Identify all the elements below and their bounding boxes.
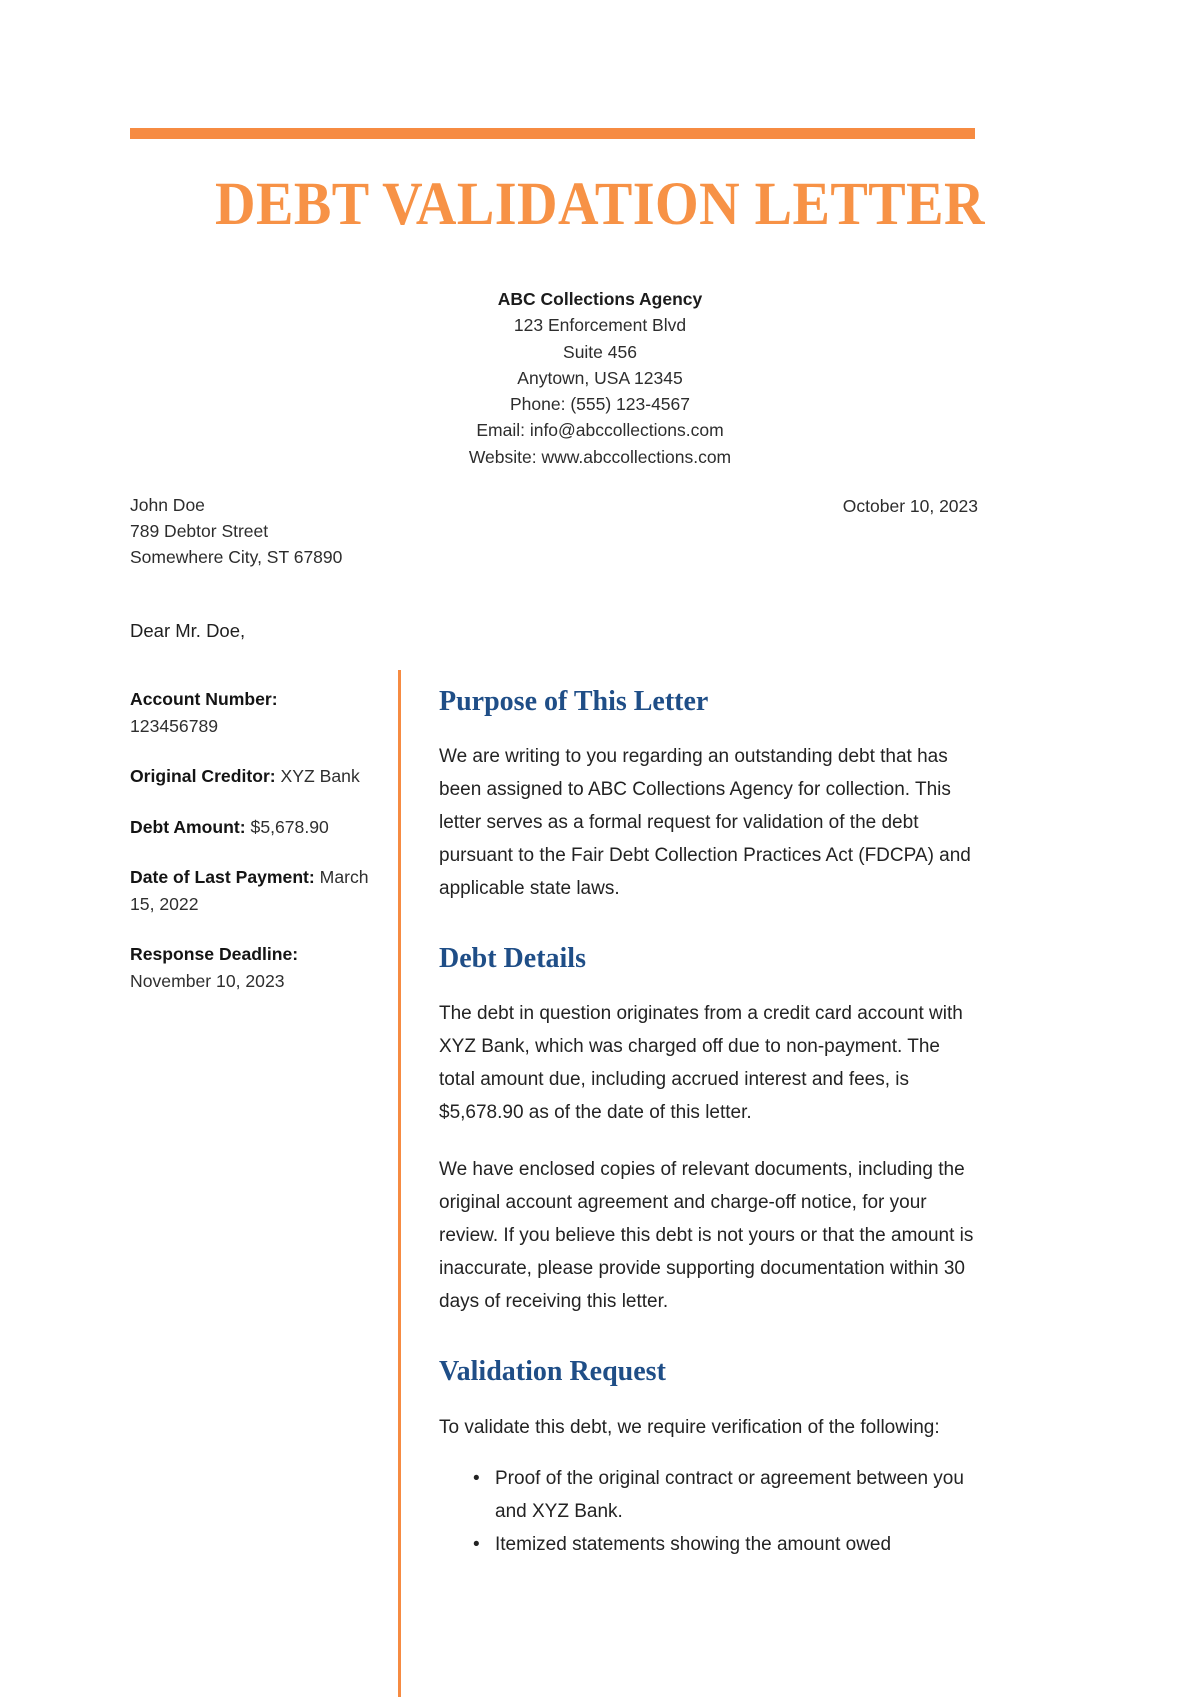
- top-accent-rule: [130, 128, 975, 139]
- validation-requirements-list: [439, 1462, 978, 1561]
- page-title: DEBT VALIDATION LETTER: [214, 171, 986, 238]
- detail-last-payment: [130, 864, 384, 917]
- validation-intro-paragraph: To validate this debt, we require verification of the following:: [439, 1416, 940, 1438]
- list-item: • Proof of the original contract or agreement between you and XYZ Bank.: [495, 1462, 978, 1528]
- detail-response-deadline: [130, 941, 384, 994]
- sender-name: ABC Collections Agency: [497, 289, 703, 309]
- recipient-street: 789 Debtor Street: [130, 521, 269, 541]
- section-heading-purpose: Purpose of This Letter: [439, 686, 709, 717]
- list-item: • Itemized statements showing the amount owed: [495, 1528, 978, 1561]
- salutation: Dear Mr. Doe,: [130, 620, 246, 641]
- detail-last-payment-value: March 15, 2022: [130, 867, 369, 914]
- detail-original-creditor-value: XYZ Bank: [280, 766, 360, 786]
- detail-last-payment-label: Date of Last Payment:: [130, 867, 315, 887]
- letter-date: October 10, 2023: [842, 496, 978, 516]
- detail-original-creditor-label: Original Creditor:: [130, 766, 276, 786]
- detail-response-deadline-label: Response Deadline:: [130, 944, 299, 964]
- sender-address-line2: Suite 456: [563, 341, 637, 362]
- detail-account-number-value: 123456789: [130, 715, 219, 736]
- detail-debt-amount: [130, 814, 384, 841]
- detail-debt-amount-label: Debt Amount:: [130, 816, 246, 837]
- section-heading-validation-request: Validation Request: [439, 1356, 666, 1388]
- detail-original-creditor: [130, 763, 384, 790]
- body-columns: [130, 670, 978, 1697]
- detail-response-deadline-value: November 10, 2023: [130, 970, 285, 991]
- debt-details-paragraph-1: The debt in question originates from a credit card account with XYZ Bank, which was charged off due to non-payment. The total amount due, including accrued interest and fees, is $5,678.90 as of the date of this letter.: [439, 1003, 963, 1124]
- detail-account-number-label: Account Number:: [130, 689, 278, 709]
- sender-email: Email: info@abccollections.com: [476, 420, 724, 441]
- sender-address-line1: 123 Enforcement Blvd: [513, 315, 687, 336]
- recipient-name: John Doe: [130, 495, 205, 515]
- recipient-address-block: [130, 492, 342, 570]
- recipient-city-state-zip: Somewhere City, ST 67890: [130, 547, 343, 567]
- purpose-paragraph: We are writing to you regarding an outstanding debt that has been assigned to ABC Collections Agency for collection. This letter serves as a formal request for validation of the debt pursuant to the Fair Debt Collection Practices Act (FDCPA) and applicable state laws.: [439, 746, 971, 900]
- sender-address-line3: Anytown, USA 12345: [517, 367, 683, 388]
- details-sidebar: [130, 670, 398, 1697]
- section-heading-debt-details: Debt Details: [439, 943, 586, 975]
- recipient-date-row: [130, 492, 978, 570]
- sender-address-block: [0, 286, 1200, 470]
- detail-account-number: [130, 686, 384, 739]
- letter-body: [401, 670, 978, 1697]
- detail-debt-amount-value: $5,678.90: [250, 816, 329, 837]
- debt-details-paragraph-2: We have enclosed copies of relevant documents, including the original account agreement and charge-off notice, for your review. If you believe this debt is not yours or that the amount is inaccurate, please provide supporting documentation within 30 days of receiving this letter.: [439, 1159, 974, 1313]
- sender-phone: Phone: (555) 123-4567: [510, 394, 690, 415]
- sender-website: Website: www.abccollections.com: [468, 446, 732, 467]
